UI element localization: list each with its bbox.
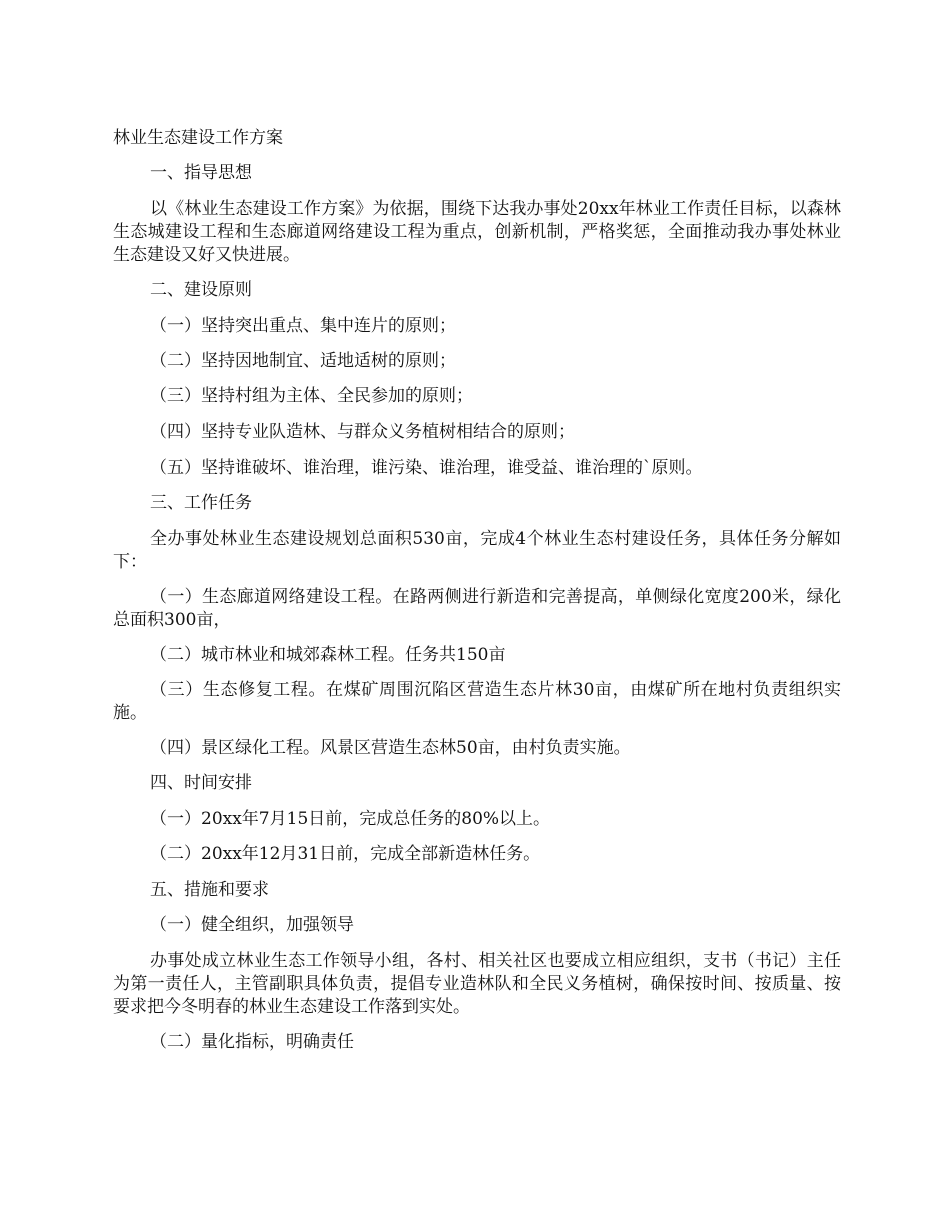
task-item-1: （一）生态廊道网络建设工程。在路两侧进行新造和完善提高，单侧绿化宽度200米，绿化总面积300亩， [113,587,841,630]
task-item-2: （二）城市林业和城郊森林工程。任务共150亩 [150,645,506,665]
paragraph-guiding-ideology: 以《林业生态建设工作方案》为依据，围绕下达我办事处20xx年林业工作责任目标，以森林生态城建设工程和生态廊道网络建设工程为重点，创新机制，严格奖惩，全面推动我办事处林业生态建设又好又快进展。 [113,199,841,265]
principle-item-3: （三）坚持村组为主体、全民参加的原则； [150,386,473,406]
principle-item-1: （一）坚持突出重点、集中连片的原则； [150,316,456,336]
paragraph-measure-1: 办事处成立林业生态工作领导小组，各村、相关社区也要成立相应组织，支书（书记）主任为第一责任人，主管副职具体负责，提倡专业造林队和全民义务植树，确保按时间、按质量、按要求把今冬明春的林业生态建设工作落到实处。 [113,951,841,1017]
document-title: 林业生态建设工作方案 [113,128,283,148]
task-item-3: （三）生态修复工程。在煤矿周围沉陷区营造生态片林30亩，由煤矿所在地村负责组织实施。 [113,680,841,723]
heading-schedule: 四、时间安排 [150,773,252,793]
measure-item-2: （二）量化指标，明确责任 [150,1032,354,1052]
measure-item-1: （一）健全组织，加强领导 [150,915,354,935]
heading-work-tasks: 三、工作任务 [150,493,252,513]
schedule-item-1: （一）20xx年7月15日前，完成总任务的80%以上。 [150,809,551,829]
heading-guiding-ideology: 一、指导思想 [150,163,252,183]
heading-measures: 五、措施和要求 [150,880,269,900]
principle-item-5: （五）坚持谁破坏、谁治理，谁污染、谁治理，谁受益、谁治理的`原则。 [150,458,703,478]
task-item-4: （四）景区绿化工程。风景区营造生态林50亩，由村负责实施。 [150,738,631,758]
paragraph-work-tasks: 全办事处林业生态建设规划总面积530亩，完成4个林业生态村建设任务，具体任务分解如下： [113,529,841,572]
principle-item-4: （四）坚持专业队造林、与群众义务植树相结合的原则； [150,422,575,442]
schedule-item-2: （二）20xx年12月31日前，完成全部新造林任务。 [150,844,541,864]
heading-construction-principles: 二、建设原则 [150,280,252,300]
principle-item-2: （二）坚持因地制宜、适地适树的原则； [150,351,456,371]
